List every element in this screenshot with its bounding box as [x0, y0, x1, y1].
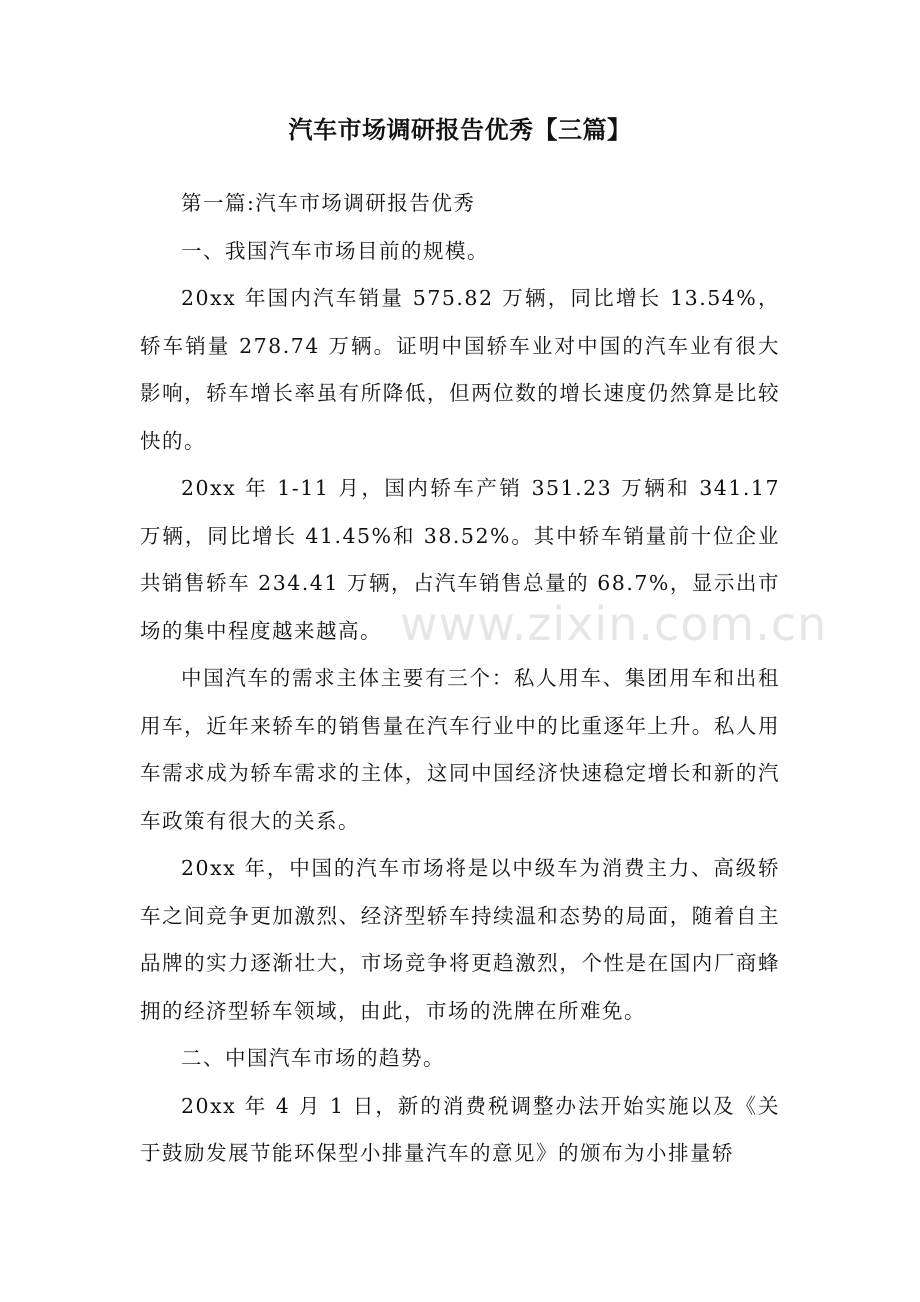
paragraph: 20xx 年 4 月 1 日，新的消费税调整办法开始实施以及《关于鼓励发展节能环保型小排量汽车的意见》的颁布为小排量轿	[140, 1093, 780, 1165]
paragraph: 20xx 年国内汽车销量 575.82 万辆，同比增长 13.54%，轿车销量 278.74 万辆。证明中国轿车业对中国的汽车业有很大影响，轿车增长率虽有所降低，但两位数的增长速度仍然算是比较快的。	[140, 286, 780, 453]
paragraph: 中国汽车的需求主体主要有三个：私人用车、集团用车和出租用车，近年来轿车的销售量在汽车行业中的比重逐年上升。私人用车需求成为轿车需求的主体，这同中国经济快速稳定增长和新的汽车政策有很大的关系。	[140, 666, 780, 833]
watermark: www.zixin.com.cn	[400, 597, 828, 651]
subheading-1: 一、我国汽车市场目前的规模。	[181, 238, 489, 263]
paragraph: 20xx 年，中国的汽车市场将是以中级车为消费主力、高级轿车之间竞争更加激烈、经济型轿车持续温和态势的局面，随着自主品牌的实力逐渐壮大，市场竞争将更趋激烈，个性是在国内厂商蜂拥的经济型轿车领域，由此，市场的洗牌在所难免。	[140, 856, 780, 1023]
document-body	[140, 180, 780, 1178]
paragraph: 20xx 年 1-11 月，国内轿车产销 351.23 万辆和 341.17 万辆，同比增长 41.45%和 38.52%。其中轿车销量前十位企业共销售轿车 234.41 万辆，占汽车销售总量的 68.7%，显示出市场的集中程度越来越高。	[140, 476, 780, 643]
document-title: 汽车市场调研报告优秀【三篇】	[288, 115, 632, 144]
section-heading-1: 第一篇:汽车市场调研报告优秀	[181, 191, 476, 215]
subheading-2: 二、中国汽车市场的趋势。	[181, 1046, 445, 1070]
